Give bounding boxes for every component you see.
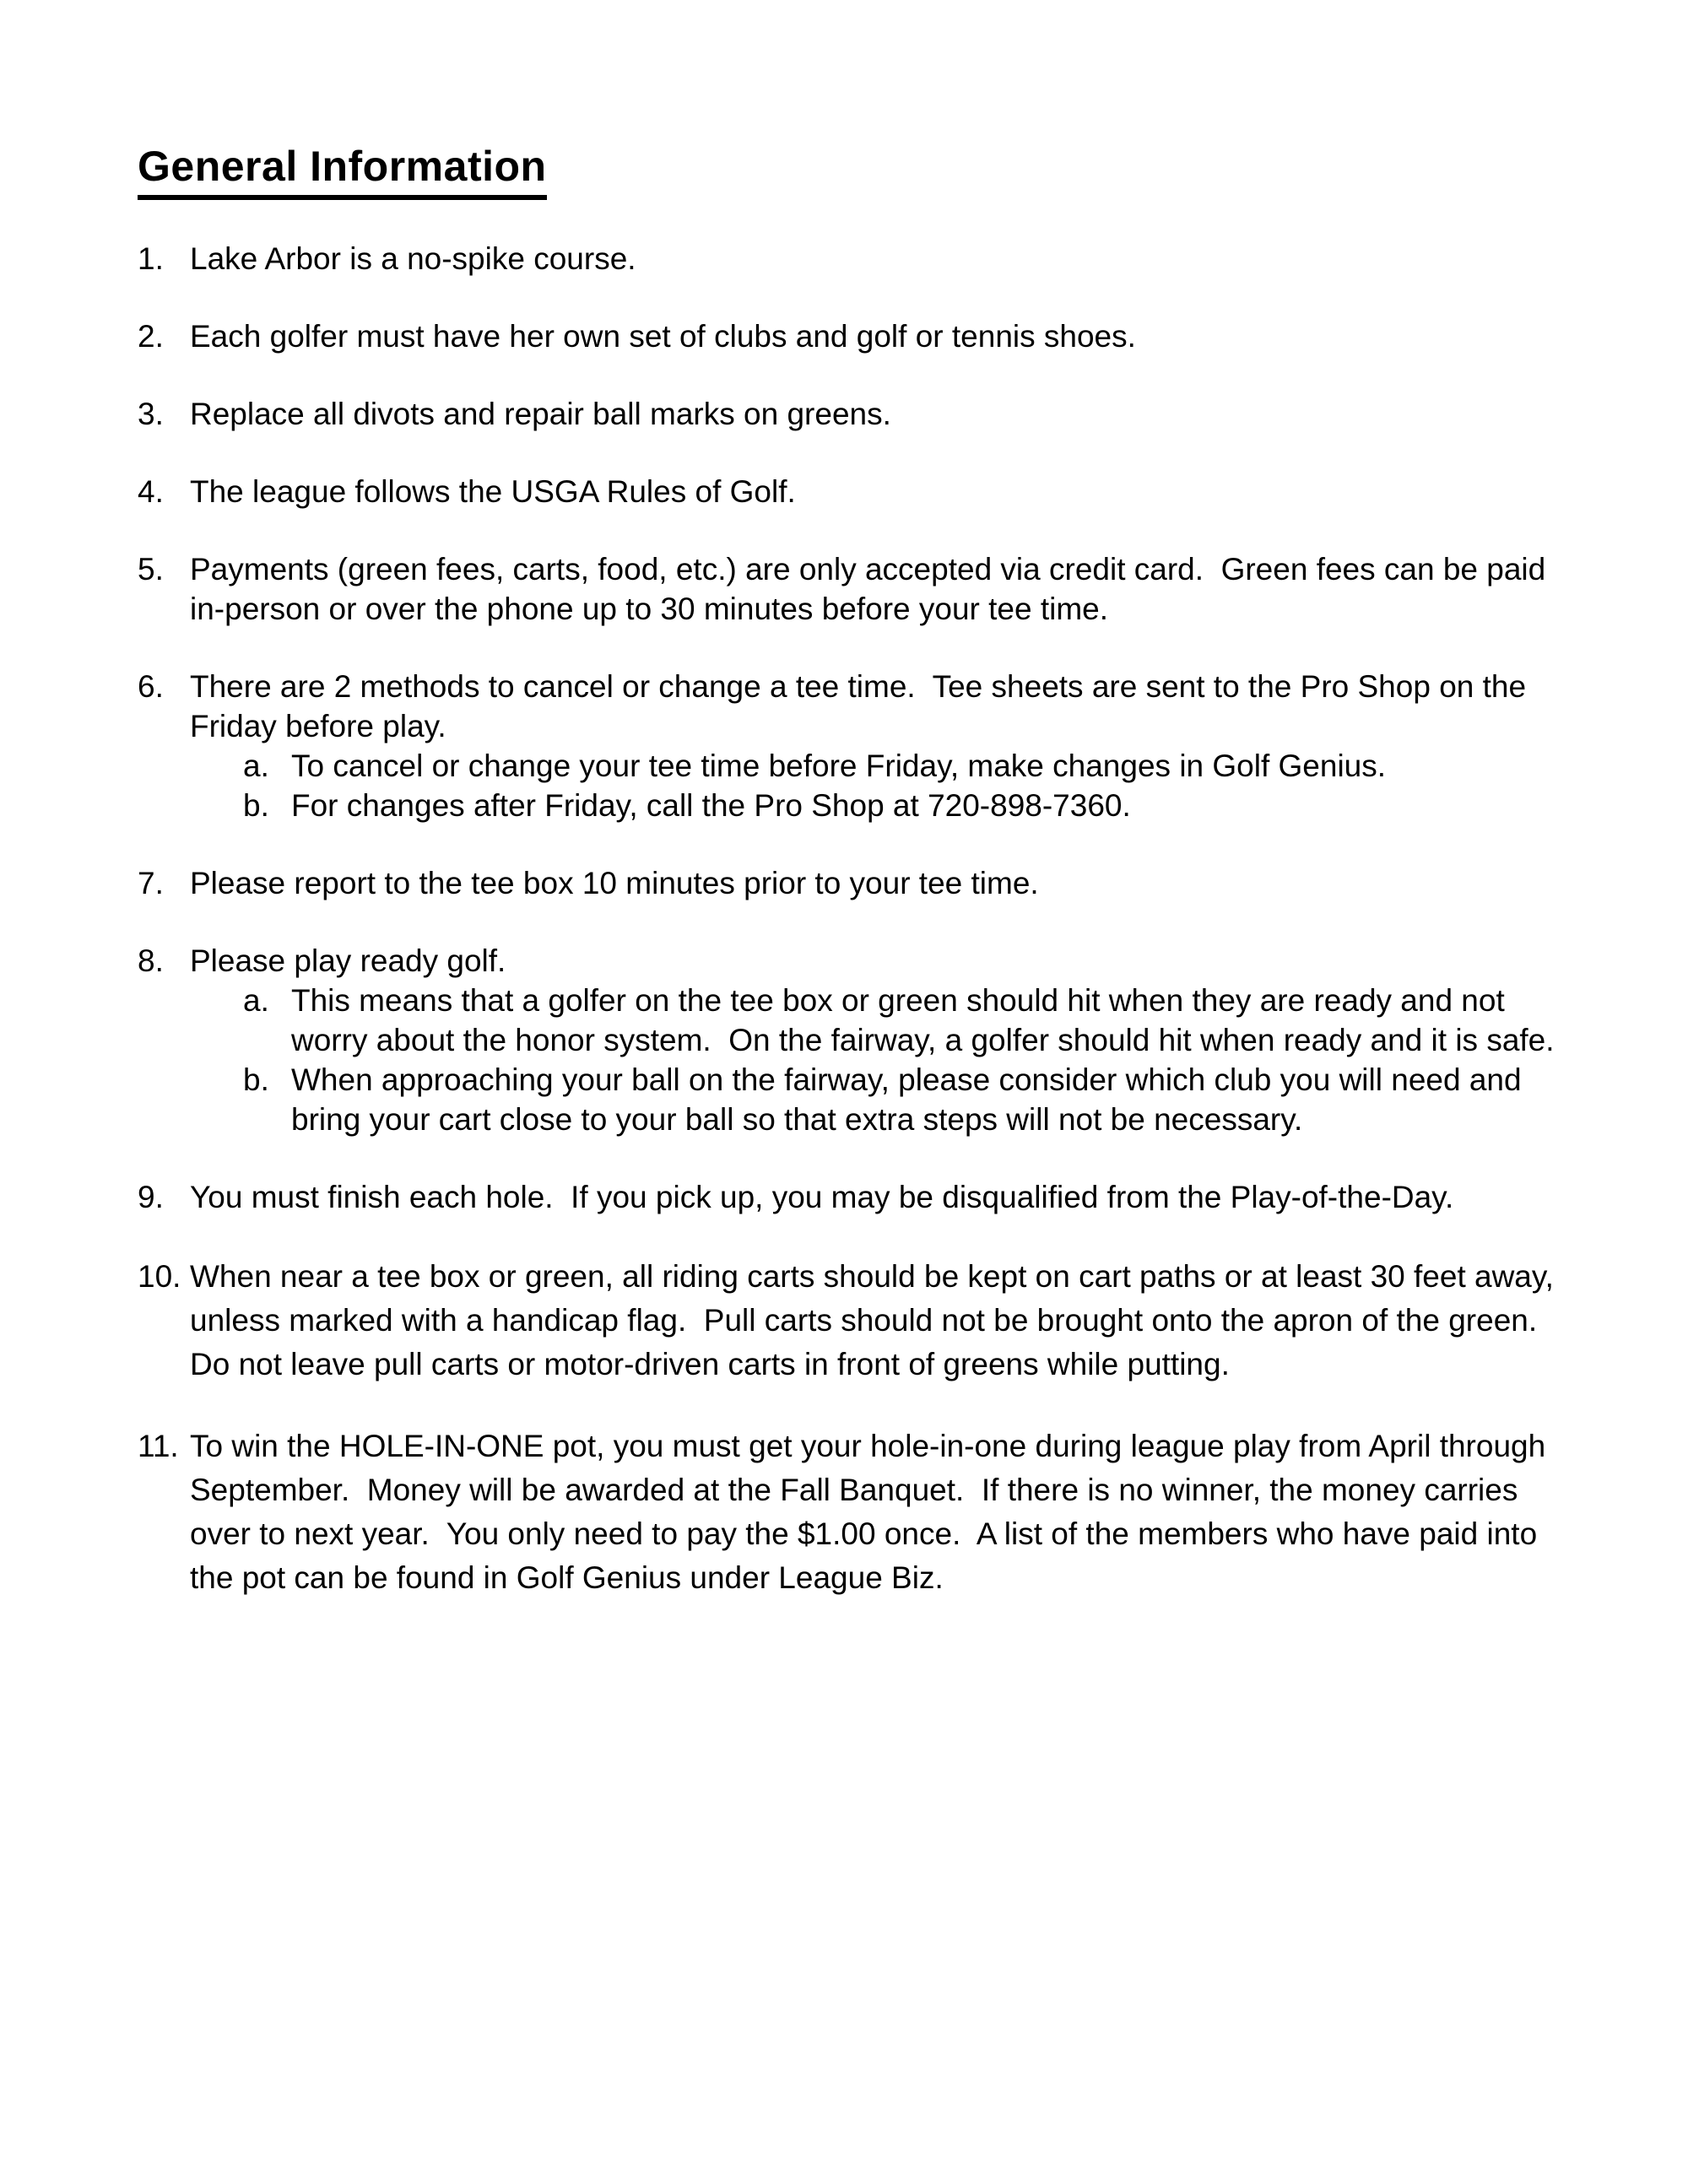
list-item-number: 7. [138,866,164,900]
sub-list-item [243,981,1570,1060]
page-title: General Information [138,142,547,200]
sub-item-text: For changes after Friday, call the Pro Shop at 720-898-7360. [291,788,1131,823]
list-item-text: Each golfer must have her own set of clubs and golf or tennis shoes. [190,319,1136,354]
list-item [138,1424,1570,1600]
list-item-number: 5. [138,552,164,587]
list-item [138,239,1570,278]
sub-item-text: When approaching your ball on the fairway, please consider which club you will need and bring your cart close to your ball so that extra steps will not be necessary. [291,1062,1530,1137]
list-item [138,472,1570,511]
sub-list-item [243,786,1570,825]
sub-list-item [243,1060,1570,1139]
sub-item-letter: a. [243,749,269,783]
list-item-text: Payments (green fees, carts, food, etc.) are only accepted via credit card. Green fees can be paid in-person or over the phone up to 30 minutes before your tee time. [190,552,1555,626]
sub-item-letter: a. [243,983,269,1018]
list-item [138,667,1570,825]
list-item [138,394,1570,434]
list-item-text: The league follows the USGA Rules of Golf. [190,474,796,509]
list-item-number: 3. [138,397,164,431]
sub-list-item [243,746,1570,786]
sub-list [138,746,1570,825]
list-item-text: Lake Arbor is a no-spike course. [190,241,636,276]
list-item [138,549,1570,629]
list-item-number: 9. [138,1180,164,1214]
list-item-text: When near a tee box or green, all riding carts should be kept on cart paths or at least 30 feet away, unless marked with a handicap flag. Pull carts should not be brought onto the apron of the green. Do not leave pull carts or motor-driven carts in front of greens while putting. [190,1259,1563,1381]
list-item-number: 10. [138,1259,181,1294]
list-item-text: To win the HOLE-IN-ONE pot, you must get your hole-in-one during league play from April through September. Money will be awarded at the Fall Banquet. If there is no winner, the money carries over to next year. You only need to pay the $1.00 once. A list of the members who have paid into the pot can be found in Golf Genius under League Biz. [190,1429,1555,1595]
list-item [138,1255,1570,1387]
sub-item-text: This means that a golfer on the tee box or green should hit when they are ready and not worry about the honor system. On the fairway, a golfer should hit when ready and it is safe. [291,983,1555,1057]
sub-item-letter: b. [243,788,269,823]
list-item-text: Replace all divots and repair ball marks on greens. [190,397,891,431]
list-item-text: You must finish each hole. If you pick up, you may be disqualified from the Play-of-the-Day. [190,1180,1454,1214]
sub-item-letter: b. [243,1062,269,1097]
list-item-text: There are 2 methods to cancel or change a tee time. Tee sheets are sent to the Pro Shop on the Friday before play. [190,669,1535,743]
list-item-number: 1. [138,241,164,276]
list-item-main [138,941,1570,981]
list-item-number: 2. [138,319,164,354]
ordered-list [138,239,1570,1600]
list-item-number: 4. [138,474,164,509]
sub-list [138,981,1570,1139]
list-item [138,1177,1570,1217]
list-item [138,316,1570,356]
list-item-text: Please report to the tee box 10 minutes prior to your tee time. [190,866,1039,900]
list-item-number: 11. [138,1429,179,1463]
list-item [138,941,1570,1139]
list-item-number: 6. [138,669,164,704]
list-item-number: 8. [138,943,164,978]
list-item-text: Please play ready golf. [190,943,506,978]
list-item-main [138,667,1570,746]
list-item [138,863,1570,903]
sub-item-text: To cancel or change your tee time before Friday, make changes in Golf Genius. [291,749,1387,783]
